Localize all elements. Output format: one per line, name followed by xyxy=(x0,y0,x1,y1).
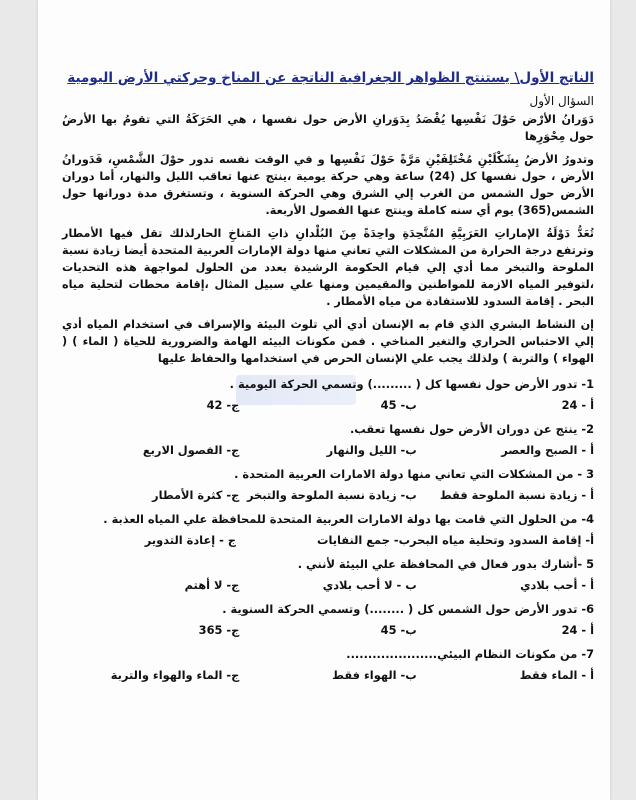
option-b[interactable]: ب- جمع النفايات xyxy=(317,533,411,547)
options-row xyxy=(62,533,594,547)
question-7 xyxy=(62,647,594,682)
paragraph-human-activity: إن النشاط البشري الذي قام به الإنسان أدي ألي تلوث البيئة والإسراف في استخدام المياه أدي إلي الاحتباس الحراري والتغير المناخي . فمن مكونات البيئه الهامة والضرورية للحياة ( الماء ) ( الهواء ) والتربة ) ولذلك يجب علي الإنسان الحرص في استخدامها والحفاظ عليها xyxy=(62,318,594,365)
question-text: 3 - من المشكلات التي تعاني منها دولة الامارات العربية المتحدة . xyxy=(234,467,594,481)
option-c[interactable]: ج- الماء والهواء والتربة xyxy=(110,668,240,682)
option-c[interactable]: ج- الفصول الاربع xyxy=(142,443,240,457)
options-row xyxy=(62,578,594,592)
paragraph-uae-climate: تُعَدُّ دَوْلَةُ الإماراتِ العَرَبِيَّةِ المُتَّحِدَةِ واحِدَةً مِنَ البُلْدانِ ذاتِ المَناخِ الحارلذلك تقل فيها الأمطار وترتفع درجة الحرارة من المشكلات التي تعاني منها دولة الإمارات العربية المتحدة أيضا زيادة نسبة الملوحة والتبخر مما أدي إلي قيام الحكومة الرشيدة بعدد من الحلول لمواجهة هذه التحديات ،لتوفير المياه الازمة للمواطنين والمقيمين ومنها علي سبيل المثال ،إقامة محطات لتحلية مياه البحر . إقامة السدود للاستفادة من مياه الأمطار . xyxy=(62,227,594,308)
question-text: 7- من مكونات النظام البيئي..................... xyxy=(346,647,594,661)
question-4 xyxy=(62,512,594,547)
option-c[interactable]: ج- 42 xyxy=(206,398,240,412)
question-2 xyxy=(62,422,594,457)
option-b[interactable]: ب- 45 xyxy=(380,398,417,412)
option-a[interactable]: أ- إقامة السدود وتحلية مياه البحر xyxy=(410,533,594,547)
question-1 xyxy=(62,377,594,412)
paragraph-earth-motions: وتدورُ الأرضُ بِشَكْلَيْنِ مُخْتَلِفَيْنِ مَرَّةً حَوْلَ نَفْسِها و في الوقت نفسه تدور حوْلَ الشَّمْسِ، فَدَورانُ الأرض ، حول نفسها كل (24) ساعة وهي حركة يومية ،ينتج عنها تعاقب الليل والنهار، أما دوران الأرض حول الشمس من الغرب إلي الشرق وهي الحركة السنوية ، وتستغرق مدة دورانها حول الشمس(365) يوم أي سنه كاملة وينتج عنها الفصول الأربعة. xyxy=(62,153,594,217)
option-c[interactable]: ج- 365 xyxy=(198,623,240,637)
question-3 xyxy=(62,467,594,502)
option-c[interactable]: ج- كثرة الأمطار xyxy=(152,488,240,502)
question-section-label: السؤال الأول xyxy=(529,94,594,108)
option-b[interactable]: ب- زيادة نسبة الملوحة والتبخر xyxy=(246,488,417,502)
option-b[interactable]: ب- الهواء فقط xyxy=(332,668,417,682)
options-row xyxy=(62,398,594,412)
option-a[interactable]: أ - الصبح والعصر xyxy=(501,443,594,457)
question-5 xyxy=(62,557,594,592)
outcome-title: الناتج الأول\ يستنتج الظواهر الجغرافية الناتجة عن المناخ وحركتي الأرض اليومية xyxy=(67,70,594,86)
options-row xyxy=(62,488,594,502)
question-text: 6- تدور الأرض حول الشمس كل ( ........) وتسمي الحركة السنوية . xyxy=(222,602,594,616)
question-text: 5 -أشارك بدور فعال في المحافظة علي البيئة لأنني . xyxy=(297,557,594,571)
question-text: 1- تدور الأرض حول نفسها كل ( .........) وتسمي الحركة اليومية . xyxy=(229,377,594,391)
option-b[interactable]: ب- الليل والنهار xyxy=(326,443,417,457)
paragraph-rotation-def: دَوَرانُ الأرْض حَوْلَ نَفْسِها يُقْصَدُ بِدَوَرانِ الأرض حول نفسها ، هي الحَرَكَةُ التي تقومُ بها الأرضُ حول مِحْوَرِها xyxy=(62,113,594,143)
option-c[interactable]: ج- لا أهتم xyxy=(184,578,240,592)
worksheet-content xyxy=(62,70,594,682)
option-b[interactable]: ب - لا أحب بلادي xyxy=(322,578,417,592)
option-b[interactable]: ب- 45 xyxy=(380,623,417,637)
options-row xyxy=(62,623,594,637)
option-c[interactable]: ج - إعادة التدوير xyxy=(144,533,237,547)
question-text: 4- من الحلول التي قامت بها دولة الامارات العربية المتحدة للمحافظة علي المياه العذبة . xyxy=(103,512,594,526)
question-text: 2- ينتج عن دوران الأرض حول نفسها تعقب. xyxy=(349,422,594,436)
option-a[interactable]: أ - الماء فقط xyxy=(519,668,594,682)
options-row xyxy=(62,443,594,457)
option-a[interactable]: أ - 24 xyxy=(561,623,594,637)
options-row xyxy=(62,668,594,682)
question-6 xyxy=(62,602,594,637)
option-a[interactable]: أ - 24 xyxy=(561,398,594,412)
option-a[interactable]: أ - زيادة نسبة الملوحة فقط xyxy=(439,488,594,502)
option-a[interactable]: أ - أحب بلادي xyxy=(520,578,594,592)
